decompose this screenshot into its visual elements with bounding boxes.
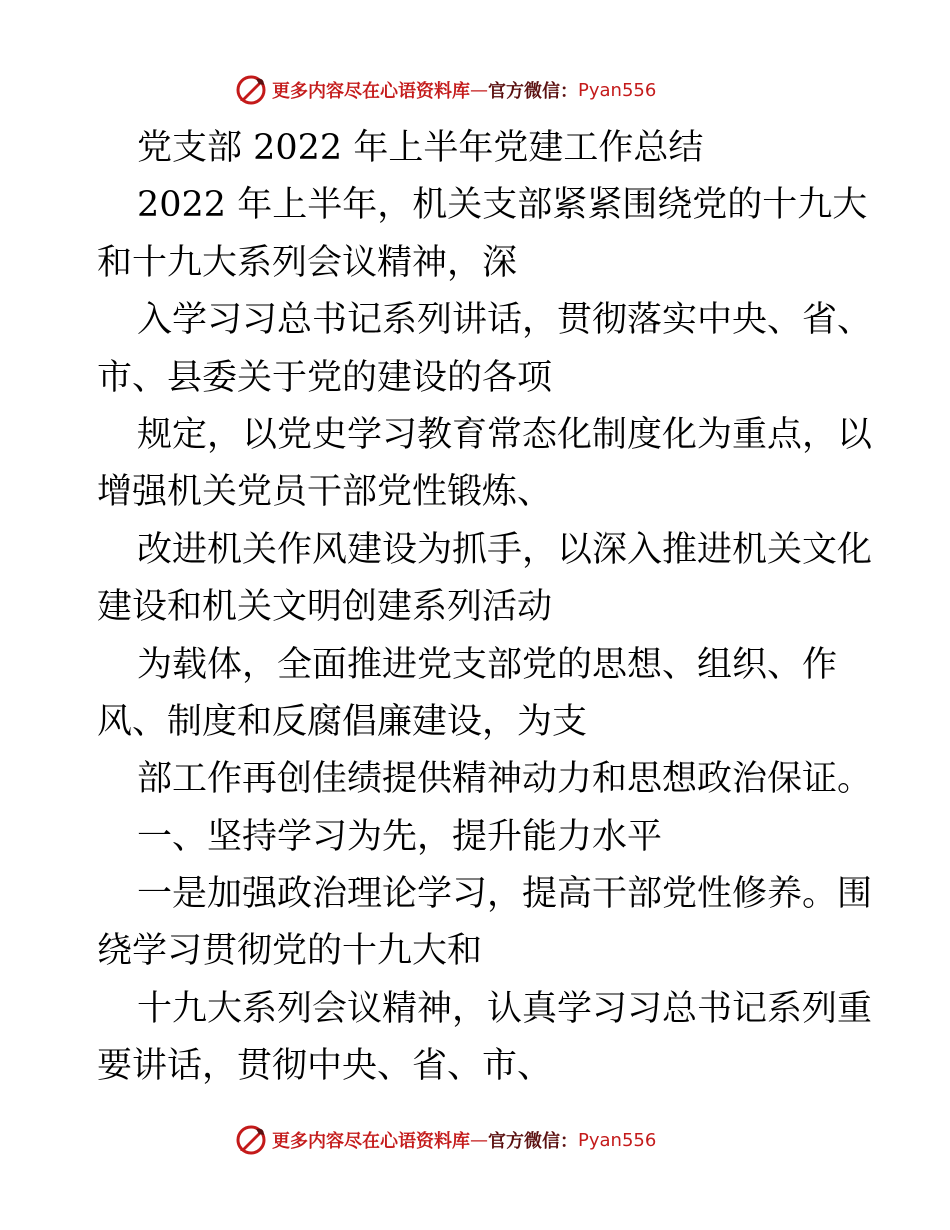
- document-body: [97, 120, 873, 1096]
- text-line: 绕学习贯彻党的十九大和: [97, 931, 483, 972]
- section-heading: 一、坚持学习为先，提升能力水平: [137, 816, 663, 857]
- text-line: 改进机关作风建设为抓手，以深入推进机关文化: [137, 529, 873, 570]
- footer-watermark-banner: [234, 1120, 656, 1160]
- banner-official-label: 官方微信：: [488, 81, 578, 102]
- text-line: 市、县委关于党的建设的各项: [97, 357, 553, 398]
- banner-main-text: 更多内容尽在心语资料库: [272, 81, 470, 102]
- text-line: 为载体，全面推进党支部党的思想、组织、作: [137, 644, 838, 685]
- text-line: 入学习习总书记系列讲话，贯彻落实中央、省、: [137, 300, 873, 341]
- text-line: 一是加强政治理论学习，提高干部党性修养。围: [137, 874, 873, 915]
- text-line: 规定，以党史学习教育常态化制度化为重点，以: [137, 414, 873, 455]
- banner-wechat-id: Pyan556: [578, 1129, 657, 1151]
- text-line: 要讲话，贯彻中央、省、市、: [97, 1046, 553, 1087]
- banner-official-label: 官方微信：: [488, 1131, 578, 1152]
- document-title: 党支部 2022 年上半年党建工作总结: [137, 128, 704, 168]
- banner-wechat-id: Pyan556: [578, 79, 657, 101]
- banner-dash: —: [470, 79, 488, 101]
- text-line: 2022 年上半年，机关支部紧紧围绕党的十九大: [137, 185, 868, 226]
- banner-dash: —: [470, 1129, 488, 1151]
- text-line: 建设和机关文明创建系列活动: [97, 587, 553, 628]
- banner-main-text: 更多内容尽在心语资料库: [272, 1131, 470, 1152]
- header-watermark-banner: [234, 70, 656, 110]
- text-line: 增强机关党员干部党性锻炼、: [97, 472, 553, 513]
- text-line: 风、制度和反腐倡廉建设，为支: [97, 701, 588, 742]
- text-line: 部工作再创佳绩提供精神动力和思想政治保证。: [137, 759, 873, 800]
- text-line: 十九大系列会议精神，认真学习习总书记系列重: [137, 988, 873, 1029]
- text-line: 和十九大系列会议精神，深: [97, 242, 518, 283]
- quill-logo-icon: [234, 1123, 268, 1157]
- quill-logo-icon: [234, 73, 268, 107]
